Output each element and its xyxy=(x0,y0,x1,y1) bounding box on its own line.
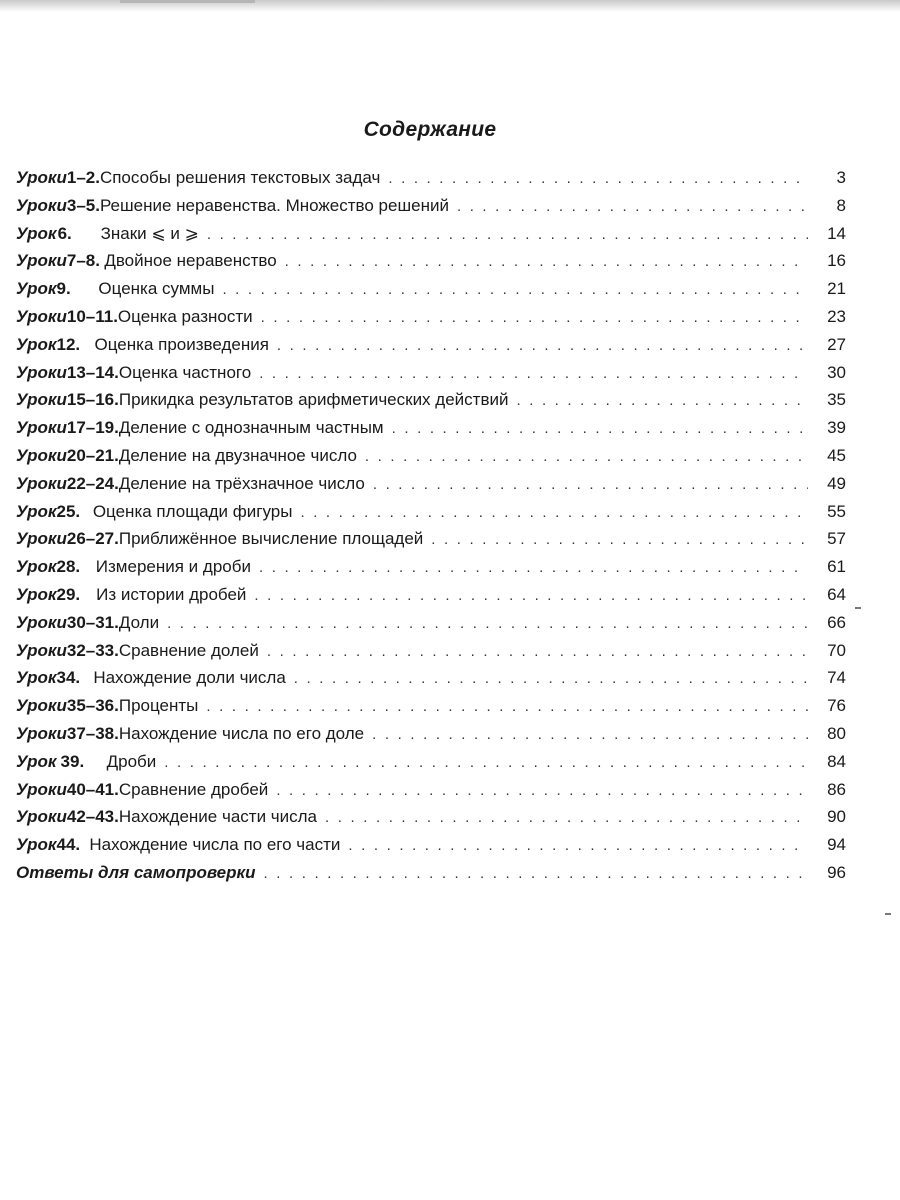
dot-leader xyxy=(348,832,808,860)
lesson-list xyxy=(16,164,846,859)
entry-title: Из истории дробей xyxy=(96,584,247,604)
entry-title: Знаки ⩽ и ⩾ xyxy=(100,223,199,243)
entry-page-number: 84 xyxy=(827,751,846,771)
lesson-kind-label: Уроки xyxy=(16,723,67,743)
toc-entry[interactable] xyxy=(16,525,846,553)
toc-entry[interactable] xyxy=(16,637,846,665)
lesson-number: 30–31. xyxy=(66,612,119,632)
toc-entry[interactable] xyxy=(16,192,846,220)
entry-page-number: 64 xyxy=(827,584,846,604)
dot-leader xyxy=(285,248,808,276)
entry-page-number: 14 xyxy=(827,223,846,243)
lesson-number: 26–27. xyxy=(66,529,119,549)
lesson-number: 42–43. xyxy=(66,807,119,827)
dot-leader xyxy=(294,665,808,693)
entry-page-number: 86 xyxy=(827,779,846,799)
dot-leader xyxy=(164,749,808,777)
toc-entry[interactable] xyxy=(16,442,846,470)
entry-title: Оценка суммы xyxy=(98,279,215,299)
scan-top-mark xyxy=(120,0,255,3)
entry-title: Ответы для самопроверки xyxy=(16,862,256,882)
toc-entry[interactable] xyxy=(16,386,846,414)
lesson-kind-label: Урок xyxy=(16,557,57,577)
lesson-number: 29. xyxy=(56,584,81,604)
entry-page-number: 74 xyxy=(827,668,846,688)
lesson-number: 10–11. xyxy=(66,306,118,326)
lesson-kind-label: Уроки xyxy=(16,779,67,799)
toc-entry[interactable] xyxy=(16,748,846,776)
toc-entry[interactable] xyxy=(16,359,846,387)
lesson-kind-label: Урок xyxy=(16,334,57,354)
entry-page-number: 55 xyxy=(827,501,846,521)
entry-title: Приближённое вычисление площадей xyxy=(118,529,424,549)
entry-page-number: 90 xyxy=(827,807,846,827)
lesson-kind-label: Урок xyxy=(16,751,57,771)
lesson-kind-label: Урок xyxy=(16,835,57,855)
entry-title: Нахождение числа по его части xyxy=(89,835,341,855)
entry-page-number: 8 xyxy=(836,195,846,215)
toc-entry[interactable] xyxy=(16,692,846,720)
dot-leader xyxy=(431,526,808,554)
lesson-kind-label: Уроки xyxy=(16,168,67,187)
entry-page-number: 3 xyxy=(836,168,846,187)
lesson-number: 32–33. xyxy=(66,640,119,660)
entry-page-number: 61 xyxy=(827,557,846,577)
lesson-kind-label: Урок xyxy=(16,668,57,688)
entry-page-number: 96 xyxy=(827,862,846,882)
toc-entry[interactable] xyxy=(16,414,846,442)
lesson-number: 20–21. xyxy=(66,445,119,465)
lesson-number: 28. xyxy=(56,557,81,577)
toc-entry[interactable] xyxy=(16,331,846,359)
lesson-number: 22–24. xyxy=(66,473,119,493)
toc-entry[interactable] xyxy=(16,664,846,692)
entry-title: Деление на трёхзначное число xyxy=(118,473,365,493)
lesson-number: 12. xyxy=(56,334,81,354)
entry-title: Сравнение долей xyxy=(118,640,259,660)
dot-leader xyxy=(222,276,808,304)
entry-page-number: 49 xyxy=(827,473,846,493)
lesson-number: 1–2. xyxy=(66,168,100,187)
entry-title: Оценка площади фигуры xyxy=(92,501,293,521)
dot-leader xyxy=(167,610,808,638)
dot-leader xyxy=(373,471,808,499)
entry-title: Оценка произведения xyxy=(94,334,269,354)
scan-speck xyxy=(855,607,861,609)
toc-entry[interactable] xyxy=(16,498,846,526)
entry-title: Решение неравенства. Множество решений xyxy=(99,195,449,215)
dot-leader xyxy=(372,721,808,749)
entry-title: Оценка частного xyxy=(118,362,252,382)
entry-title: Доли xyxy=(118,612,160,632)
lesson-number: 25. xyxy=(56,501,81,521)
dot-leader xyxy=(276,777,808,805)
lesson-number: 44. xyxy=(56,835,81,855)
entry-title: Нахождение части числа xyxy=(118,807,318,827)
lesson-kind-label: Уроки xyxy=(16,640,67,660)
dot-leader xyxy=(267,638,808,666)
entry-page-number: 94 xyxy=(827,835,846,855)
entry-page-number: 66 xyxy=(827,612,846,632)
lesson-number: 34. xyxy=(56,668,81,688)
lesson-number: 15–16. xyxy=(66,390,119,410)
lesson-kind-label: Урок xyxy=(16,501,57,521)
entry-title: Двойное неравенство xyxy=(104,251,277,271)
lesson-kind-label: Уроки xyxy=(16,696,67,716)
lesson-kind-label: Уроки xyxy=(16,529,67,549)
entry-title: Сравнение дробей xyxy=(118,779,269,799)
toc-entry[interactable] xyxy=(16,247,846,275)
entry-page-number: 76 xyxy=(827,696,846,716)
lesson-kind-label: Урок xyxy=(16,279,57,299)
toc-entry[interactable] xyxy=(16,831,846,859)
entry-title: Дроби xyxy=(106,751,157,771)
entry-title: Оценка разности xyxy=(117,306,253,326)
dot-leader xyxy=(264,860,808,888)
dot-leader xyxy=(277,332,808,360)
lesson-kind-label: Уроки xyxy=(16,390,67,410)
toc-entry[interactable] xyxy=(16,275,846,303)
toc-entry[interactable] xyxy=(16,470,846,498)
toc-entry[interactable] xyxy=(16,609,846,637)
toc-entry[interactable] xyxy=(16,803,846,831)
dot-leader xyxy=(516,387,808,415)
lesson-kind-label: Урок xyxy=(16,223,57,243)
table-of-contents xyxy=(16,164,846,887)
entry-page-number: 16 xyxy=(827,251,846,271)
dot-leader xyxy=(261,304,808,332)
entry-page-number: 39 xyxy=(827,418,846,438)
entry-title: Нахождение доли числа xyxy=(93,668,286,688)
entry-page-number: 70 xyxy=(827,640,846,660)
toc-entry-answers[interactable] xyxy=(16,859,846,887)
lesson-number: 35–36. xyxy=(66,696,119,716)
toc-entry[interactable] xyxy=(16,776,846,804)
dot-leader xyxy=(207,221,808,249)
toc-entry[interactable] xyxy=(16,581,846,609)
dot-leader xyxy=(259,554,808,582)
dot-leader xyxy=(254,582,808,610)
entry-title: Прикидка результатов арифметических действий xyxy=(118,390,509,410)
dot-leader xyxy=(457,193,808,221)
toc-entry[interactable] xyxy=(16,303,846,331)
entry-title: Измерения и дроби xyxy=(95,557,251,577)
lesson-number: 40–41. xyxy=(66,779,119,799)
lesson-kind-label: Уроки xyxy=(16,473,67,493)
lesson-kind-label: Уроки xyxy=(16,251,67,271)
lesson-number: 13–14. xyxy=(66,362,119,382)
toc-entry[interactable] xyxy=(16,164,846,192)
lesson-kind-label: Уроки xyxy=(16,195,67,215)
lesson-kind-label: Уроки xyxy=(16,418,67,438)
entry-page-number: 45 xyxy=(827,445,846,465)
entry-page-number: 21 xyxy=(827,279,846,299)
lesson-number: 17–19. xyxy=(66,418,119,438)
dot-leader xyxy=(300,499,808,527)
entry-title: Проценты xyxy=(118,696,199,716)
lesson-number: 37–38. xyxy=(66,723,119,743)
entry-title: Деление с однозначным частным xyxy=(118,418,384,438)
lesson-kind-label: Уроки xyxy=(16,362,67,382)
lesson-number: 7–8. xyxy=(66,251,100,271)
dot-leader xyxy=(388,165,808,193)
entry-title: Нахождение числа по его доле xyxy=(118,723,365,743)
entry-page-number: 23 xyxy=(827,306,846,326)
lesson-number: 6. xyxy=(57,223,72,243)
entry-page-number: 35 xyxy=(827,390,846,410)
lesson-number: 3–5. xyxy=(66,195,100,215)
dot-leader xyxy=(259,360,808,388)
lesson-kind-label: Уроки xyxy=(16,807,67,827)
entry-title: Способы решения текстовых задач xyxy=(99,168,381,187)
toc-entry[interactable] xyxy=(16,553,846,581)
toc-entry[interactable] xyxy=(16,220,846,248)
lesson-number: 39. xyxy=(60,751,85,771)
entry-page-number: 57 xyxy=(827,529,846,549)
scan-speck xyxy=(885,913,891,915)
entry-page-number: 27 xyxy=(827,334,846,354)
dot-leader xyxy=(206,693,808,721)
entry-page-number: 30 xyxy=(827,362,846,382)
lesson-kind-label: Уроки xyxy=(16,612,67,632)
dot-leader xyxy=(325,804,808,832)
lesson-number: 9. xyxy=(56,279,71,299)
dot-leader xyxy=(392,415,808,443)
dot-leader xyxy=(365,443,808,471)
entry-title: Деление на двузначное число xyxy=(118,445,357,465)
lesson-kind-label: Уроки xyxy=(16,306,67,326)
page-title: Содержание xyxy=(363,118,497,141)
lesson-kind-label: Уроки xyxy=(16,445,67,465)
lesson-kind-label: Урок xyxy=(16,584,57,604)
entry-page-number: 80 xyxy=(827,723,846,743)
toc-entry[interactable] xyxy=(16,720,846,748)
